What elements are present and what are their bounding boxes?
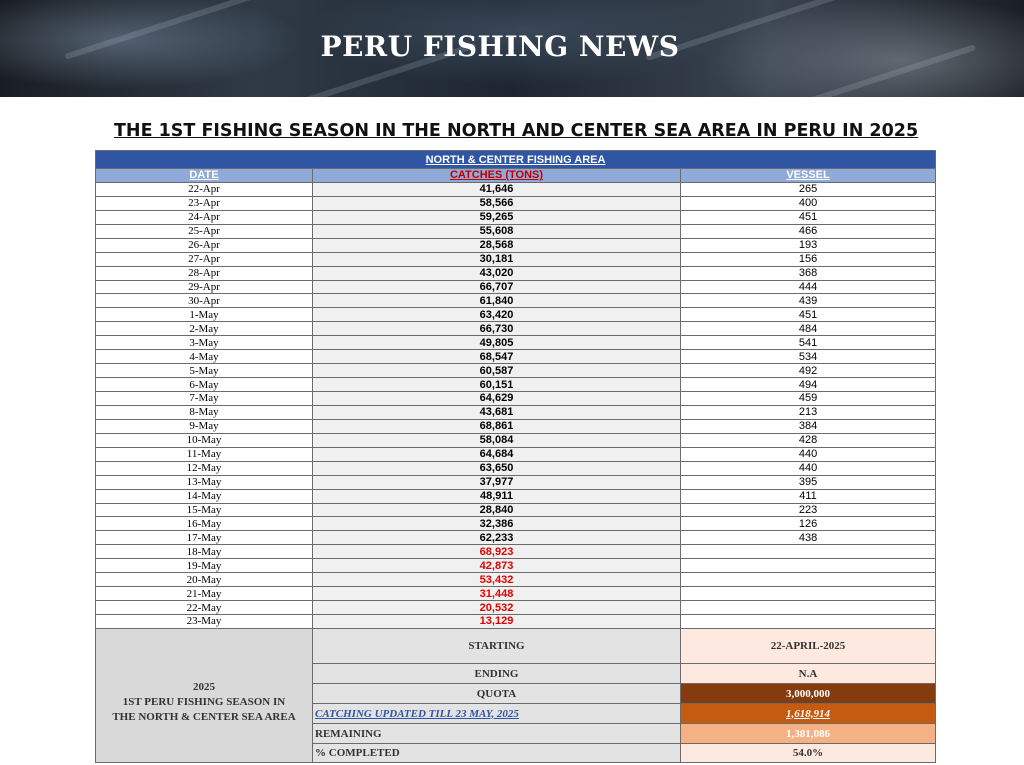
table-row (96, 308, 936, 322)
date-cell: 2-May (96, 322, 313, 336)
catch-cell: 48,911 (313, 489, 681, 503)
table-row (96, 559, 936, 573)
catch-cell: 58,084 (313, 433, 681, 447)
completed-value: 54.0% (681, 744, 936, 763)
catch-cell: 60,587 (313, 364, 681, 378)
area-header: NORTH & CENTER FISHING AREA (96, 151, 936, 169)
table-row (96, 252, 936, 266)
table-row (96, 280, 936, 294)
catch-cell: 60,151 (313, 378, 681, 392)
date-cell: 28-Apr (96, 266, 313, 280)
table-row (96, 196, 936, 210)
date-cell: 27-Apr (96, 252, 313, 266)
table-row (96, 378, 936, 392)
catch-cell: 63,420 (313, 308, 681, 322)
table-row (96, 545, 936, 559)
table-row (96, 350, 936, 364)
table-row (96, 419, 936, 433)
table-row (96, 475, 936, 489)
completed-label: % COMPLETED (313, 744, 681, 763)
date-cell: 8-May (96, 405, 313, 419)
date-cell: 22-Apr (96, 182, 313, 196)
table-row (96, 322, 936, 336)
date-cell: 19-May (96, 559, 313, 573)
vessel-cell: 459 (681, 392, 936, 406)
table-row (96, 517, 936, 531)
vessel-cell: 156 (681, 252, 936, 266)
vessel-cell: 444 (681, 280, 936, 294)
date-cell: 14-May (96, 489, 313, 503)
catch-cell: 68,923 (313, 545, 681, 559)
table-row (96, 433, 936, 447)
remaining-label: REMAINING (313, 724, 681, 744)
date-cell: 18-May (96, 545, 313, 559)
date-cell: 23-Apr (96, 196, 313, 210)
table-row (96, 224, 936, 238)
vessel-cell: 492 (681, 364, 936, 378)
catch-cell: 68,547 (313, 350, 681, 364)
season-label-cell (96, 629, 313, 763)
site-title: PERU FISHING NEWS (320, 30, 680, 63)
catch-cell: 59,265 (313, 210, 681, 224)
catch-cell: 64,684 (313, 447, 681, 461)
table-row (96, 336, 936, 350)
table-row (96, 182, 936, 196)
catch-cell: 64,629 (313, 392, 681, 406)
vessel-cell (681, 587, 936, 601)
catch-cell: 42,873 (313, 559, 681, 573)
catch-cell: 28,840 (313, 503, 681, 517)
vessel-cell (681, 615, 936, 629)
quota-value: 3,000,000 (681, 684, 936, 704)
table-row (96, 447, 936, 461)
catch-cell: 62,233 (313, 531, 681, 545)
vessel-cell: 541 (681, 336, 936, 350)
date-cell: 10-May (96, 433, 313, 447)
header-banner (0, 0, 1024, 97)
catch-cell: 49,805 (313, 336, 681, 350)
date-cell: 30-Apr (96, 294, 313, 308)
vessel-cell: 534 (681, 350, 936, 364)
date-cell: 7-May (96, 392, 313, 406)
vessel-cell: 411 (681, 489, 936, 503)
vessel-cell: 193 (681, 238, 936, 252)
catch-cell: 32,386 (313, 517, 681, 531)
table-row (96, 461, 936, 475)
season-description: 1ST PERU FISHING SEASON IN THE NORTH & CENTER SEA AREA (112, 696, 296, 723)
table-row (96, 489, 936, 503)
catch-cell: 61,840 (313, 294, 681, 308)
vessel-cell: 466 (681, 224, 936, 238)
date-cell: 1-May (96, 308, 313, 322)
table-row (96, 364, 936, 378)
vessel-cell: 438 (681, 531, 936, 545)
table-row (96, 601, 936, 615)
table-row (96, 238, 936, 252)
vessel-cell: 440 (681, 447, 936, 461)
quota-label: QUOTA (313, 684, 681, 704)
vessel-cell: 439 (681, 294, 936, 308)
starting-value: 22-APRIL-2025 (681, 629, 936, 664)
remaining-value: 1,381,086 (681, 724, 936, 744)
catch-cell: 20,532 (313, 601, 681, 615)
table-row (96, 503, 936, 517)
column-header-vessel: VESSEL (681, 169, 936, 183)
table-row (96, 392, 936, 406)
catch-cell: 43,020 (313, 266, 681, 280)
catch-cell: 37,977 (313, 475, 681, 489)
date-cell: 21-May (96, 587, 313, 601)
catch-table (95, 150, 936, 629)
date-cell: 16-May (96, 517, 313, 531)
vessel-cell: 265 (681, 182, 936, 196)
table-row (96, 587, 936, 601)
date-cell: 6-May (96, 378, 313, 392)
catch-cell: 58,566 (313, 196, 681, 210)
vessel-cell (681, 545, 936, 559)
vessel-cell: 223 (681, 503, 936, 517)
table-row (96, 405, 936, 419)
date-cell: 29-Apr (96, 280, 313, 294)
catch-cell: 66,730 (313, 322, 681, 336)
date-cell: 17-May (96, 531, 313, 545)
vessel-cell: 440 (681, 461, 936, 475)
date-cell: 12-May (96, 461, 313, 475)
vessel-cell: 428 (681, 433, 936, 447)
date-cell: 5-May (96, 364, 313, 378)
vessel-cell (681, 601, 936, 615)
date-cell: 26-Apr (96, 238, 313, 252)
page-title: THE 1ST FISHING SEASON IN THE NORTH AND CENTER SEA AREA IN PERU IN 2025 (114, 121, 919, 141)
date-cell: 4-May (96, 350, 313, 364)
table-row (96, 573, 936, 587)
vessel-cell (681, 559, 936, 573)
catch-cell: 43,681 (313, 405, 681, 419)
catch-cell: 68,861 (313, 419, 681, 433)
table-row (96, 294, 936, 308)
catch-cell: 13,129 (313, 615, 681, 629)
date-cell: 13-May (96, 475, 313, 489)
vessel-cell: 484 (681, 322, 936, 336)
date-cell: 3-May (96, 336, 313, 350)
table-row (96, 210, 936, 224)
catch-cell: 41,646 (313, 182, 681, 196)
date-cell: 9-May (96, 419, 313, 433)
ending-label: ENDING (313, 664, 681, 684)
vessel-cell: 368 (681, 266, 936, 280)
vessel-cell: 400 (681, 196, 936, 210)
catch-cell: 28,568 (313, 238, 681, 252)
catching-updated-link[interactable]: CATCHING UPDATED TILL 23 MAY, 2025 (313, 704, 681, 724)
vessel-cell: 126 (681, 517, 936, 531)
vessel-cell: 395 (681, 475, 936, 489)
date-cell: 15-May (96, 503, 313, 517)
date-cell: 24-Apr (96, 210, 313, 224)
catch-cell: 63,650 (313, 461, 681, 475)
table-row (96, 266, 936, 280)
date-cell: 23-May (96, 615, 313, 629)
vessel-cell: 494 (681, 378, 936, 392)
catch-cell: 55,608 (313, 224, 681, 238)
date-cell: 20-May (96, 573, 313, 587)
date-cell: 25-Apr (96, 224, 313, 238)
catching-value[interactable]: 1,618,914 (681, 704, 936, 724)
table-row (96, 615, 936, 629)
date-cell: 11-May (96, 447, 313, 461)
date-cell: 22-May (96, 601, 313, 615)
vessel-cell: 213 (681, 405, 936, 419)
vessel-cell: 384 (681, 419, 936, 433)
column-header-date: DATE (96, 169, 313, 183)
catch-cell: 31,448 (313, 587, 681, 601)
catch-cell: 30,181 (313, 252, 681, 266)
vessel-cell: 451 (681, 210, 936, 224)
ending-value: N.A (681, 664, 936, 684)
vessel-cell: 451 (681, 308, 936, 322)
season-summary (95, 628, 936, 763)
catch-cell: 66,707 (313, 280, 681, 294)
starting-label: STARTING (313, 629, 681, 664)
vessel-cell (681, 573, 936, 587)
table-row (96, 531, 936, 545)
column-header-catches: CATCHES (TONS) (313, 169, 681, 183)
season-year: 2025 (193, 681, 215, 693)
catch-cell: 53,432 (313, 573, 681, 587)
